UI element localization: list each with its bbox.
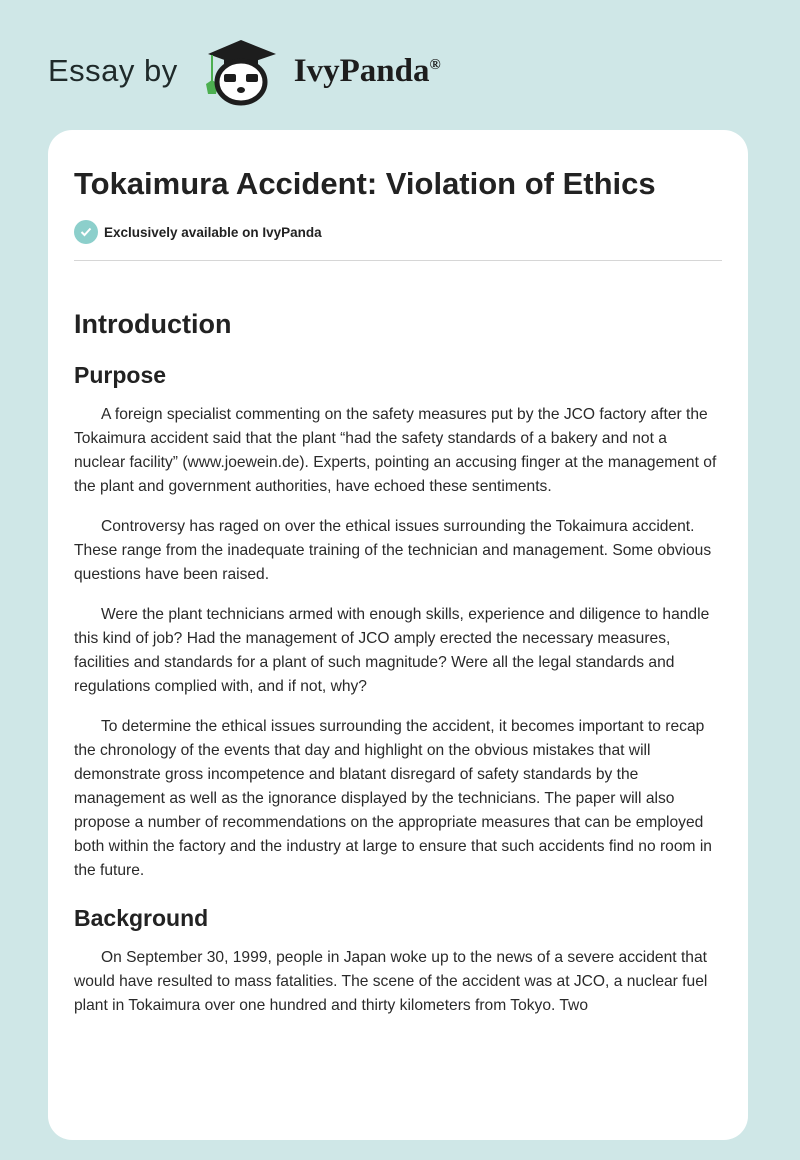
essay-card xyxy=(48,130,748,1140)
subheading-background: Background xyxy=(74,905,209,931)
paragraph: To determine the ethical issues surrounding the accident, it becomes important to recap the chronology of the events that day and highlight on the obvious mistakes that will demonstrate gross incompetence and blatant disregard of safety standards by the management as well as the ignorance displayed by the technicians. The paper will also propose a number of recommendations on the appropriate measures that can be employed both within the factory and the industry at large to ensure that such accidents find no room in the future. xyxy=(74,718,712,879)
paragraph: Controversy has raged on over the ethical issues surrounding the Tokaimura accident. These range from the inadequate training of the technician and management. Some obvious questions have been raised. xyxy=(74,518,712,583)
brand-name: IvyPanda® xyxy=(293,52,441,89)
section-heading-introduction: Introduction xyxy=(74,309,232,339)
panda-logo-icon xyxy=(196,36,286,106)
site-header xyxy=(48,36,441,106)
essay-by-label: Essay by xyxy=(48,53,178,88)
paragraph: A foreign specialist commenting on the safety measures put by the JCO factory after the Tokaimura accident said that the plant “had the safety standards of a bakery and not a nuclear facility” (www.joewein.de). Experts, pointing an accusing finger at the management of the plant and government authorities, have echoed these sentiments. xyxy=(74,406,717,495)
subheading-purpose: Purpose xyxy=(74,362,167,388)
badge-text: Exclusively available on IvyPanda xyxy=(104,224,322,240)
exclusive-badge xyxy=(74,220,722,244)
check-icon xyxy=(74,220,98,244)
paragraph: On September 30, 1999, people in Japan woke up to the news of a severe accident that would have resulted to mass fatalities. The scene of the accident was at JCO, a nuclear fuel plant in Tokaimura over one hundred and thirty kilometers from Tokyo. Two xyxy=(74,949,708,1014)
essay-title: Tokaimura Accident: Violation of Ethics xyxy=(74,166,656,201)
divider xyxy=(74,260,722,261)
paragraph: Were the plant technicians armed with enough skills, experience and diligence to handle this kind of job? Had the management of JCO amply erected the necessary measures, facilities and standards for a plant of such magnitude? Were all the legal standards and regulations complied with, and if not, why? xyxy=(74,606,710,695)
